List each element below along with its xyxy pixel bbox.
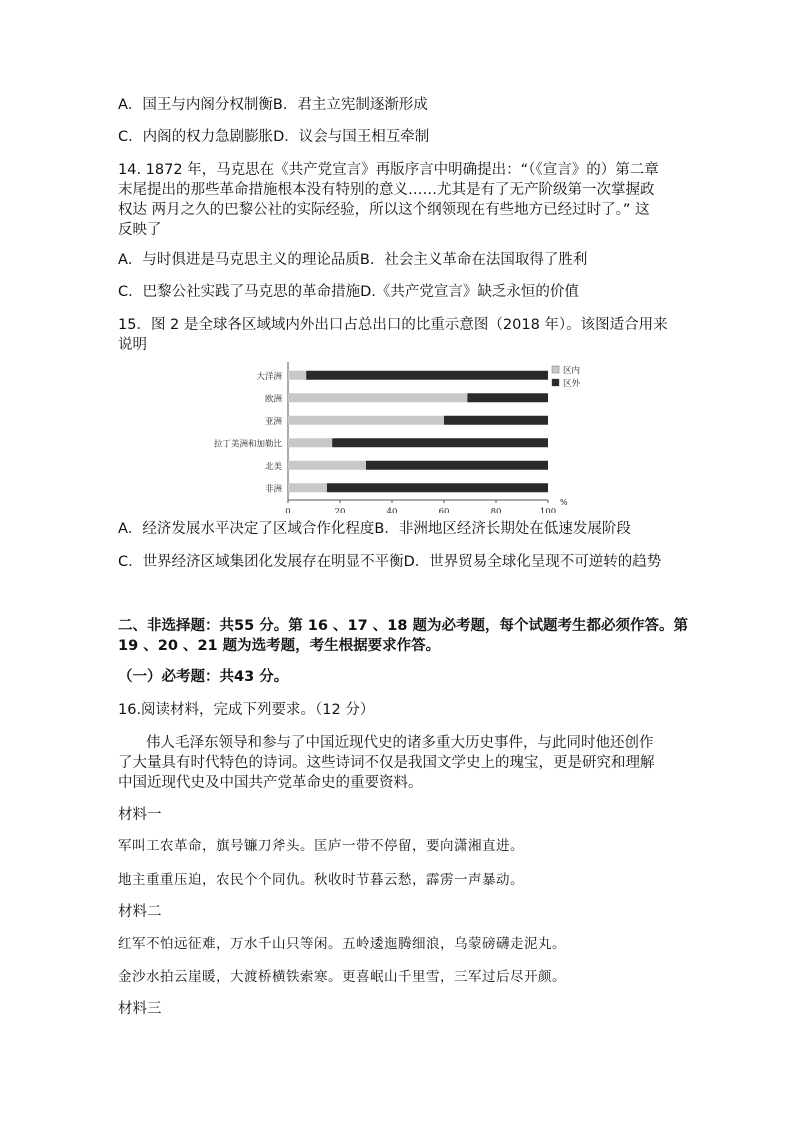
q16-intro-line-3: 中国近现代史及中国共产党革命史的重要资料。 [118,775,423,791]
x-tick-label: 60 [438,507,450,513]
q16-intro-line-1: 伟人毛泽东领导和参与了中国近现代史的诸多重大历史事件，与此同时他还创作 [146,735,654,751]
bar-segment-intra [288,483,327,492]
bar-segment-extra [467,393,548,402]
x-tick-label: 40 [386,507,398,513]
category-label: 非洲 [264,484,282,495]
q14-stem-line-2: 末尾提出的那些革命措施根本没有特别的意义……尤其是有了无产阶级第一次掌握政 [118,182,655,198]
legend-swatch [552,379,559,386]
q13-options-ab: A．国王与内阁分权制衡B．君主立宪制逐渐形成 [118,97,428,113]
bar-segment-intra [288,438,332,447]
material-1-poem-line-2: 地主重重压迫，农民个个同仇。秋收时节暮云愁，霹雳一声暴动。 [118,872,524,888]
bar-segment-intra [288,393,467,402]
q15-options-cd: C．世界经济区域集团化发展存在明显不平衡D．世界贸易全球化呈现不可逆转的趋势 [118,554,662,570]
material-3-label: 材料三 [118,1001,162,1017]
bar-segment-extra [327,483,548,492]
legend-label: 区外 [563,379,581,389]
bar-segment-extra [306,371,548,380]
bar-segment-extra [444,416,548,425]
q14-stem-line-1: 14. 1872 年，马克思在《共产党宣言》再版序言中明确提出：“（《宣言》的）第二章 [118,162,659,178]
material-2-label: 材料二 [118,904,162,920]
q15-stem-line-2: 说明 [118,337,147,353]
q15-options-ab: A．经济发展水平决定了区域合作化程度B．非洲地区经济长期处在低速发展阶段 [118,521,631,537]
bar-segment-extra [366,461,548,470]
q16-stem: 16.阅读材料，完成下列要求。（12 分） [118,702,375,718]
bar-segment-intra [288,461,366,470]
x-tick-label: 0 [285,507,291,513]
required-questions-heading: （一）必考题：共43 分。 [118,669,289,685]
category-label: 大洋洲 [256,371,282,382]
q14-options-ab: A．与时俱进是马克思主义的理论品质B．社会主义革命在法国取得了胜利 [118,252,588,268]
category-label: 亚洲 [264,416,282,427]
x-tick-label: 20 [334,507,346,513]
q14-options-cd: C．巴黎公社实践了马克思的革命措施D.《共产党宣言》缺乏永恒的价值 [118,284,579,300]
bar-segment-intra [288,416,444,425]
legend-swatch [552,366,559,373]
bar-segment-extra [332,438,548,447]
q15-stem-line-1: 15．图 2 是全球各区域域内外出口占总出口的比重示意图（2018 年）。该图适合用来 [118,317,668,333]
material-2-poem-line-1: 红军不怕远征难，万水千山只等闲。五岭逶迤腾细浪，乌蒙磅礴走泥丸。 [118,936,566,952]
x-tick-label: 100 [539,507,557,513]
bar-segment-intra [288,371,306,380]
q16-intro-line-2: 了大量具有时代特色的诗词。这些诗词不仅是我国文学史上的瑰宝，更是研究和理解 [118,755,655,771]
section2-heading-line-1: 二、非选择题：共55 分。第 16 、17 、18 题为必考题，每个试题考生都必须作答。第 [118,618,688,634]
x-axis-unit: % [560,498,568,507]
category-label: 拉丁美洲和加勒比 [213,439,282,450]
export-share-bar-chart [195,358,590,513]
material-2-poem-line-2: 金沙水拍云崖暖，大渡桥横铁索寒。更喜岷山千里雪，三军过后尽开颜。 [118,969,566,985]
x-tick-label: 80 [490,507,502,513]
q14-stem-line-4: 反映了 [118,222,162,238]
legend-label: 区内 [563,366,581,376]
material-1-poem-line-1: 军叫工农革命，旗号镰刀斧头。匡庐一带不停留，要向潇湘直进。 [118,838,524,854]
category-label: 欧洲 [264,394,282,405]
category-label: 北美 [264,461,282,472]
section2-heading-line-2: 19 、20 、21 题为选考题，考生根据要求作答。 [118,638,441,654]
material-1-label: 材料一 [118,807,162,823]
q13-options-cd: C．内阁的权力急剧膨胀D．议会与国王相互牵制 [118,129,430,145]
q14-stem-line-3: 权达 两月之久的巴黎公社的实际经验，所以这个纲领现在有些地方已经过时了。” 这 [118,202,650,218]
